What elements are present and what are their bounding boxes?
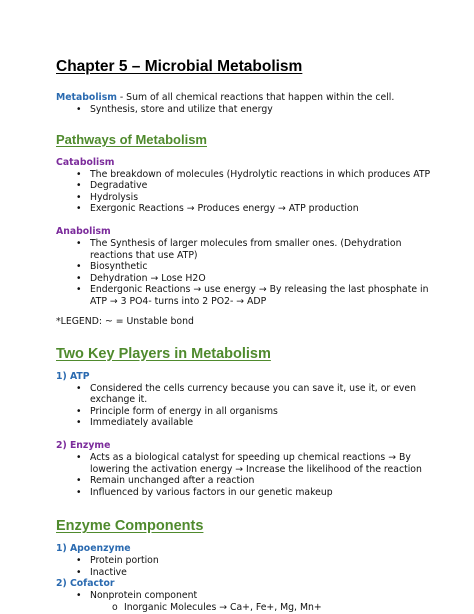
list-item: • Biosynthetic	[76, 261, 148, 273]
list-item: • Principle form of energy in all organisms	[76, 405, 278, 417]
enzyme-label: 2) Enzyme	[56, 439, 111, 451]
bullet-icon: •	[76, 284, 82, 296]
list-item: • Exergonic Reactions → Produces energy → ATP production	[76, 203, 359, 215]
bullet-icon: •	[76, 590, 82, 602]
list-item: • Nonprotein component	[76, 590, 198, 602]
list-item: • Protein portion	[76, 555, 159, 567]
bullet-icon: •	[76, 382, 82, 394]
sub-bullet-icon: o	[112, 602, 118, 614]
cofactor-list	[56, 590, 434, 613]
list-item: • Immediately available	[76, 417, 194, 429]
list-item: • Synthesis, store and utilize that energy	[76, 104, 273, 115]
atp-list	[56, 383, 434, 429]
list-item: • Hydrolysis	[76, 191, 139, 203]
pathways-heading: Pathways of Metabolism	[56, 131, 207, 147]
cofactor-label: 2) Cofactor	[56, 578, 115, 590]
list-item: • Endergonic Reactions → use energy → By releasing the last phosphate in ATP → 3 PO4- turns into 2 PO2- → ADP	[76, 284, 429, 307]
metabolism-term: Metabolism	[56, 92, 117, 103]
bullet-icon: •	[76, 168, 82, 180]
catabolism-label: Catabolism	[56, 156, 115, 168]
bullet-icon: •	[76, 475, 82, 487]
list-item: • The Synthesis of larger molecules from smaller ones. (Dehydration reactions that use ATP)	[76, 237, 402, 261]
metabolism-list	[56, 104, 434, 116]
bullet-icon: •	[76, 237, 82, 249]
list-item: • Inactive	[76, 566, 127, 578]
apoenzyme-list	[56, 555, 434, 578]
list-item: • The breakdown of molecules (Hydrolytic reactions in which produces ATP	[76, 168, 431, 180]
list-item: • Degradative	[76, 180, 148, 192]
bullet-icon: •	[76, 180, 82, 192]
bullet-icon: •	[76, 451, 82, 463]
bullet-icon: •	[76, 104, 82, 115]
bullet-icon: •	[76, 272, 82, 284]
bullet-icon: •	[76, 191, 82, 203]
anabolism-list	[56, 238, 434, 308]
list-item: • Dehydration → Lose H2O	[76, 272, 206, 284]
list-item: • Remain unchanged after a reaction	[76, 475, 255, 487]
list-item: • Acts as a biological catalyst for speeding up chemical reactions → By lowering the activation energy → Increase the likelihood of the reaction	[76, 451, 422, 475]
bullet-icon: •	[76, 555, 82, 567]
page-title: Chapter 5 – Microbial Metabolism	[56, 58, 303, 75]
apoenzyme-label: 1) Apoenzyme	[56, 543, 131, 555]
atp-label: 1) ATP	[56, 370, 90, 382]
bullet-icon: •	[76, 203, 82, 215]
catabolism-list	[56, 169, 434, 215]
list-item: • Considered the cells currency because you can save it, use it, or even exchange it.	[76, 382, 417, 406]
bullet-icon: •	[76, 486, 82, 498]
players-heading: Two Key Players in Metabolism	[56, 345, 271, 362]
bullet-icon: •	[76, 417, 82, 429]
bullet-icon: •	[76, 566, 82, 578]
metabolism-definition-text: - Sum of all chemical reactions that happen within the cell.	[116, 92, 395, 103]
anabolism-label: Anabolism	[56, 225, 111, 237]
enzyme-list	[56, 452, 434, 498]
legend-note: *LEGEND: ~ = Unstable bond	[56, 315, 194, 327]
list-item: • Influenced by various factors in our genetic makeup	[76, 486, 333, 498]
bullet-icon: •	[76, 405, 82, 417]
components-heading: Enzyme Components	[56, 518, 204, 535]
list-subitem: o Inorganic Molecules → Ca+, Fe+, Mg, Mn+	[112, 602, 322, 614]
bullet-icon: •	[76, 261, 82, 273]
metabolism-definition	[56, 92, 434, 104]
